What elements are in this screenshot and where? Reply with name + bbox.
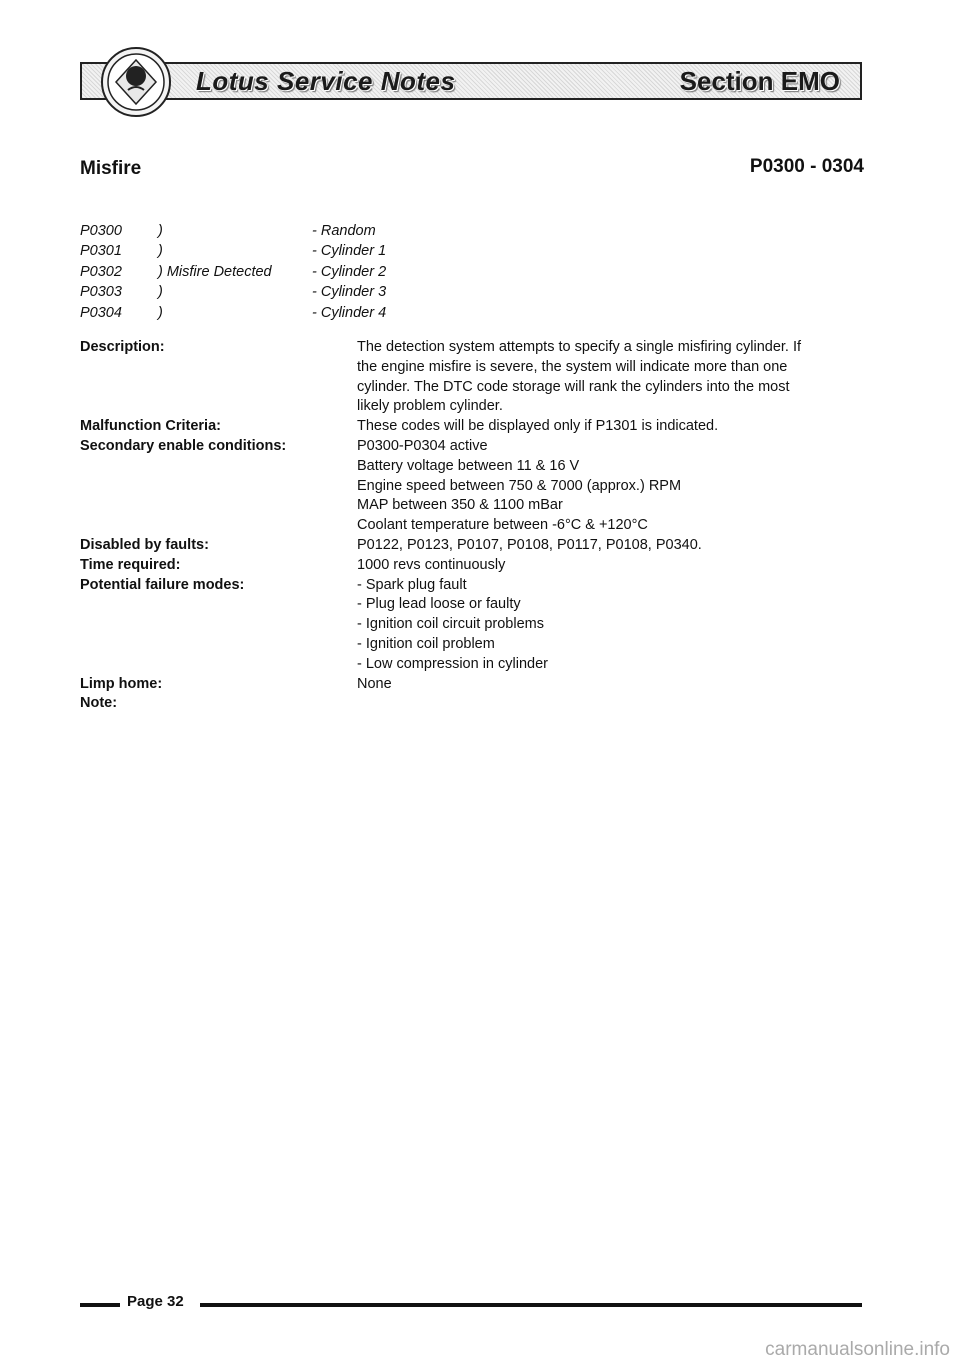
dtc-description: - Random (312, 223, 376, 239)
dtc-code: P0303 (80, 284, 122, 301)
dtc-code-row (80, 221, 480, 241)
detail-line: The detection system attempts to specify a single misfiring cylinder. If (357, 339, 802, 355)
detail-row-limp-home (80, 675, 870, 695)
detail-line: likely problem cylinder. (357, 398, 503, 415)
detail-value (357, 694, 870, 714)
detail-line: the engine misfire is severe, the system will indicate more than one (357, 358, 788, 375)
detail-value (357, 338, 870, 417)
detail-line: Battery voltage between 11 & 16 V (357, 457, 580, 474)
detail-row-disabled-by-faults (80, 536, 870, 556)
dtc-code: P0302 (80, 263, 122, 280)
detail-line: These codes will be displayed only if P1301 is indicated. (357, 418, 719, 435)
detail-label: Malfunction Criteria: (80, 418, 221, 435)
dtc-code-list (80, 221, 480, 323)
detail-label: Time required: (80, 556, 181, 573)
detail-value (357, 675, 870, 695)
detail-line: - Ignition coil circuit problems (357, 616, 544, 633)
dtc-code-row (80, 303, 480, 323)
dtc-description: - Cylinder 1 (312, 243, 387, 260)
detail-label: Disabled by faults: (80, 536, 209, 553)
lotus-logo-icon (100, 46, 172, 118)
dtc-description: - Cylinder 3 (312, 284, 387, 301)
detail-row-secondary-enable-conditions (80, 437, 870, 536)
detail-label: Limp home: (80, 675, 163, 692)
dtc-group: ) (158, 243, 163, 260)
detail-value (357, 536, 870, 556)
footer-rule-left (80, 1303, 120, 1307)
detail-line: - Low compression in cylinder (357, 655, 548, 672)
detail-line: - Ignition coil problem (357, 635, 495, 652)
detail-value (357, 417, 870, 437)
detail-line: Engine speed between 750 & 7000 (approx.) RPM (357, 477, 682, 494)
detail-line: cylinder. The DTC code storage will rank the cylinders into the most (357, 378, 790, 395)
dtc-code: P0300 (80, 223, 122, 239)
detail-row-description (80, 338, 870, 417)
dtc-description: - Cylinder 4 (312, 304, 387, 321)
detail-line: 1000 revs continuously (357, 556, 506, 573)
detail-value (357, 576, 870, 675)
dtc-group: ) Misfire Detected (158, 263, 272, 280)
detail-line: P0300-P0304 active (357, 437, 488, 454)
details-table (80, 338, 870, 714)
detail-row-time-required (80, 556, 870, 576)
dtc-group: ) (158, 304, 163, 321)
watermark: carmanualsonline.info (765, 1339, 950, 1360)
detail-label: Secondary enable conditions: (80, 437, 287, 454)
detail-row-malfunction-criteria (80, 417, 870, 437)
detail-line: P0122, P0123, P0107, P0108, P0117, P0108, P0340. (357, 536, 702, 553)
dtc-code-row (80, 282, 480, 302)
detail-label: Potential failure modes: (80, 576, 245, 593)
detail-line: None (357, 675, 392, 692)
dtc-code: P0304 (80, 304, 122, 321)
detail-line: MAP between 350 & 1100 mBar (357, 497, 563, 514)
header-section: Section EMO (679, 66, 840, 96)
dtc-code-row (80, 241, 480, 261)
dtc-description: - Cylinder 2 (312, 263, 387, 280)
header-title: Lotus Service Notes (196, 66, 456, 96)
page-title: Misfire (80, 158, 142, 179)
code-range: P0300 - 0304 (749, 156, 864, 177)
detail-label: Note: (80, 695, 118, 712)
detail-label: Description: (80, 339, 165, 355)
detail-line: - Spark plug fault (357, 576, 467, 593)
page-number: Page 32 (127, 1293, 184, 1310)
dtc-code-row (80, 262, 480, 282)
dtc-group: ) (158, 284, 163, 301)
dtc-code: P0301 (80, 243, 122, 260)
detail-value (357, 437, 870, 536)
detail-value (357, 556, 870, 576)
detail-line: - Plug lead loose or faulty (357, 596, 521, 613)
detail-row-potential-failure-modes (80, 576, 870, 675)
dtc-group: ) (158, 223, 163, 239)
detail-row-note (80, 694, 870, 714)
detail-line: Coolant temperature between -6°C & +120°C (357, 517, 648, 534)
footer-rule-right (200, 1303, 862, 1307)
